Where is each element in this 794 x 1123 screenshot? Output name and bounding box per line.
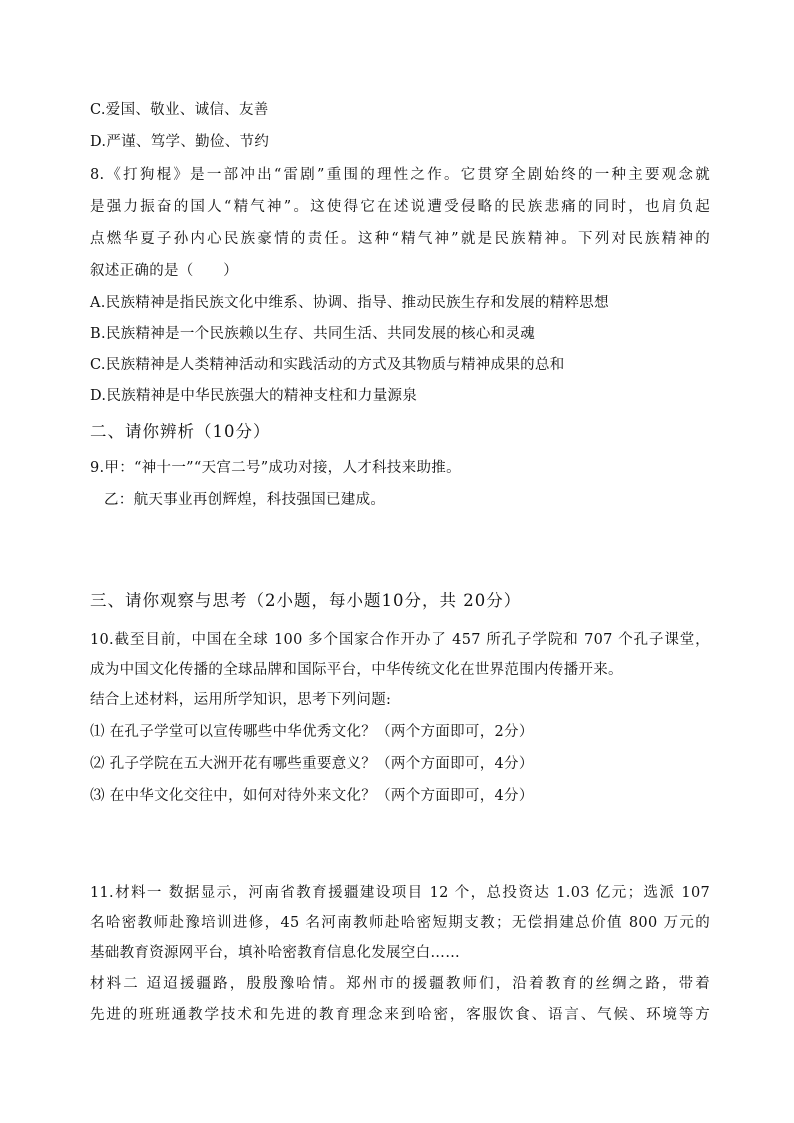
q7-option-d: D.严谨、笃学、勤俭、节约 (90, 134, 270, 150)
q8-stem-line-3: 点燃华夏子孙内心民族豪情的责任。这种“精气神”就是民族精神。下列对民族精神的 (90, 231, 710, 247)
q11-line-5: 先进的班班通教学技术和先进的教育理念来到哈密，客服饮食、语言、气候、环境等方 (90, 1007, 710, 1023)
q10-line-1: 10.截至目前，中国在全球 100 多个国家合作开办了 457 所孔子学院和 707 个孔子课堂， (90, 632, 710, 648)
q7-option-c: C.爱国、敬业、诚信、友善 (90, 102, 269, 118)
q11-line-2: 名哈密教师赴豫培训进修，45 名河南教师赴哈密短期支教；无偿捐建总价值 800 万元的 (90, 915, 710, 931)
q10-sub-2: ⑵ 孔子学院在五大洲开花有哪些重要意义？（两个方面即可，4分） (90, 756, 534, 772)
q10-line-3: 结合上述材料，运用所学知识，思考下列问题: (90, 692, 392, 708)
section-2-heading: 二、请你辨析（10分） (90, 422, 271, 441)
q8-stem-line-1: 8.《打狗棍》是一部冲出“雷剧”重围的理性之作。它贯穿全剧始终的一种主要观念就 (90, 167, 710, 183)
q8-option-c: C.民族精神是人类精神活动和实践活动的方式及其物质与精神成果的总和 (90, 357, 565, 373)
q8-stem-line-4: 叙述正确的是（ ） (90, 263, 238, 279)
q11-line-1: 11.材料一 数据显示，河南省教育援疆建设项目 12 个，总投资达 1.03 亿元；选派 107 (90, 885, 710, 901)
q10-sub-1: ⑴ 在孔子学堂可以宣传哪些中华优秀文化？（两个方面即可，2分） (90, 724, 534, 740)
q8-option-d: D.民族精神是中华民族强大的精神支柱和力量源泉 (90, 388, 418, 404)
q8-option-a: A.民族精神是指民族文化中维系、协调、指导、推动民族生存和发展的精粹思想 (90, 295, 609, 311)
q11-line-4: 材料二 迢迢援疆路，殷殷豫哈情。郑州市的援疆教师们，沿着教育的丝绸之路，带着 (90, 976, 710, 992)
section-3-heading: 三、请你观察与思考（2小题，每小题10分，共 20分） (90, 591, 522, 610)
q11-line-3: 基础教育资源网平台，填补哈密教育信息化发展空白…… (90, 945, 460, 961)
q8-option-b: B.民族精神是一个民族赖以生存、共同生活、共同发展的核心和灵魂 (90, 326, 536, 342)
q9-line-1: 9.甲：“神十一”“天宫二号”成功对接，人才科技来助推。 (90, 460, 461, 476)
q9-line-2: 乙：航天事业再创辉煌，科技强国已建成。 (104, 492, 386, 508)
q10-line-2: 成为中国文化传播的全球品牌和国际平台，中华传统文化在世界范围内传播开来。 (90, 662, 623, 678)
q8-stem-line-2: 是强力振奋的国人“精气神”。这使得它在述说遭受侵略的民族悲痛的同时，也肩负起 (90, 199, 710, 215)
q10-sub-3: ⑶ 在中华文化交往中，如何对待外来文化？（两个方面即可，4分） (90, 788, 534, 804)
